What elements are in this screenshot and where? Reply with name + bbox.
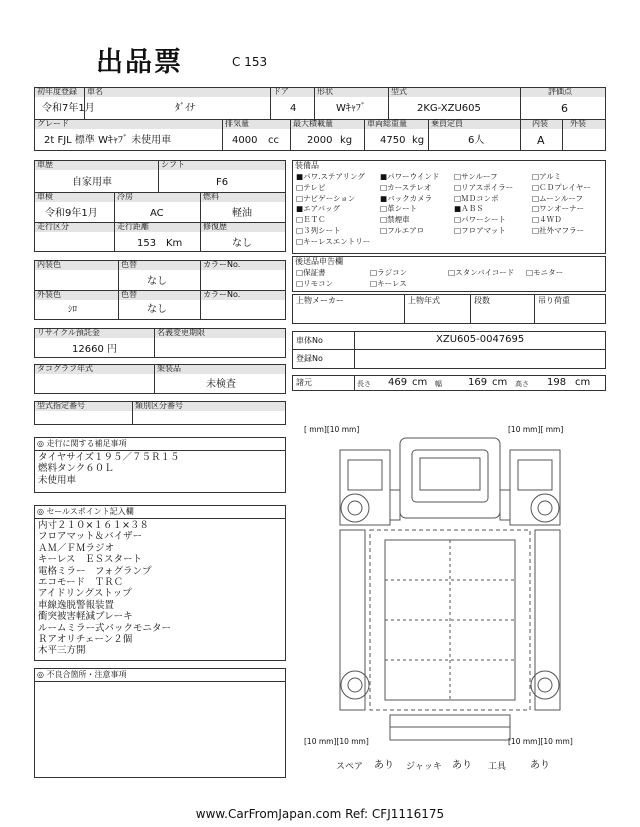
dims-label: 諸元 — [296, 378, 312, 387]
tread-bottom-left: [10 mm][10 mm] — [304, 737, 369, 746]
equipment-item — [454, 215, 506, 224]
equipment-item — [454, 183, 513, 192]
running-notes-text: タイヤサイズ１９５／７５Ｒ１５ 燃料タンク６０Ｌ 未使用車 — [38, 452, 180, 486]
displacement-unit: cc — [268, 135, 279, 146]
checkbox-icon: □ — [380, 204, 388, 214]
equipment-item-label: 革シート — [387, 204, 418, 214]
later-item-label: キーレス — [377, 279, 407, 288]
equipment-item — [380, 194, 432, 203]
distance-value: 153 — [137, 238, 157, 249]
later-item-label: スタンバイコード — [455, 268, 515, 277]
ac-label: 冷房 — [117, 192, 133, 201]
defects-box — [34, 668, 286, 778]
checkbox-icon: □ — [296, 226, 304, 235]
recycle-label: リサイクル預託金 — [37, 328, 100, 337]
model-label: 型式 — [391, 87, 407, 96]
checkbox-icon: □ — [296, 193, 304, 203]
equipment-item-label: パワーシート — [461, 215, 506, 225]
first-reg-value: 令和7年1月 — [42, 103, 95, 114]
interior-color-change-label: 色替 — [121, 260, 137, 269]
chassis-value: XZU605-0047695 — [436, 334, 525, 345]
equipment-item — [380, 204, 417, 213]
equipment-item-label: ＭＤコンポ — [461, 193, 499, 203]
equipment-item — [454, 172, 498, 181]
checkbox-icon: □ — [454, 172, 462, 181]
later-item-label: ラジコン — [377, 268, 408, 277]
equipment-item — [296, 183, 325, 192]
checkbox-icon: □ — [454, 215, 462, 225]
equipment-item — [532, 204, 584, 213]
exterior-color-no-label: カラーNo. — [203, 290, 241, 299]
equipment-item-label: ＣＤプレイヤー — [539, 182, 591, 192]
width-label: 幅 — [435, 380, 442, 388]
equipment-item-label: ムーンルーフ — [539, 193, 584, 203]
equipment-item-label: 禁煙車 — [387, 215, 410, 225]
tool-label: 工具 — [488, 762, 507, 772]
checkbox-icon: □ — [448, 268, 456, 277]
interior-grade-value: A — [537, 134, 545, 147]
ac-value: AC — [150, 208, 164, 219]
equipment-item-label: パワ.ステアリング — [303, 172, 365, 181]
equipment-item — [296, 204, 340, 213]
footer-ref: www.CarFromJapan.com Ref: CFJ1116175 — [195, 807, 445, 821]
running-notes-label: ◎ 走行に関する補足事項 — [37, 439, 127, 448]
equipment-item — [380, 172, 439, 181]
checkbox-icon: □ — [380, 215, 388, 225]
name-change-label: 名義変更期限 — [157, 328, 205, 337]
checkbox-icon: ■ — [380, 172, 388, 181]
exterior-color-change-label: 色替 — [121, 290, 137, 299]
equipment-item — [296, 226, 341, 235]
interior-grade-label: 内装 — [532, 119, 548, 128]
door-label: ドア — [273, 87, 289, 96]
grade-value: 2t FJL 標準 Wｷｬﾌﾞ 未使用車 — [44, 135, 172, 146]
later-item — [370, 279, 407, 288]
equipment-item — [380, 215, 410, 224]
tacho-label: タコグラフ年式 — [37, 364, 93, 373]
shape-label: 形状 — [317, 87, 333, 96]
equipment-item — [454, 226, 506, 235]
fuel-label: 燃料 — [203, 192, 219, 201]
tool-value: あり — [530, 760, 550, 771]
equipment-item — [296, 172, 365, 181]
lot-number: C 153 — [232, 55, 268, 69]
equipment-item-label: ＥＴＣ — [303, 215, 326, 225]
equipment-item — [454, 194, 499, 203]
recycle-value: 12660 円 — [72, 344, 117, 355]
jack-label: ジャッキ — [406, 762, 442, 772]
equipment-item-label: ナビゲーション — [303, 193, 356, 203]
later-item — [296, 268, 326, 277]
checkbox-icon: □ — [380, 182, 388, 192]
class-no-label: 類別区分番号 — [135, 401, 183, 410]
equipment-item — [454, 204, 484, 213]
repair-label: 修復歴 — [203, 222, 227, 231]
checkbox-icon: □ — [380, 226, 388, 235]
later-item-label: リモコン — [303, 279, 334, 288]
equipment-item — [532, 194, 583, 203]
checkbox-icon: □ — [370, 268, 378, 277]
lift-load-label: 吊り荷重 — [538, 296, 570, 305]
model-value: 2KG-XZU605 — [417, 103, 481, 114]
reg-no-label: 登録No — [296, 354, 323, 363]
equipment-item-label: 社外マフラー — [539, 226, 585, 235]
max-load-label: 最大積載量 — [293, 119, 333, 128]
height-value: 198 — [547, 377, 567, 388]
checkbox-icon: ■ — [296, 204, 304, 214]
checkbox-icon: □ — [296, 268, 304, 277]
score-label: 評価点 — [548, 87, 572, 96]
equipment-item — [532, 172, 561, 181]
interior-color-change-value: なし — [147, 276, 167, 287]
exterior-color-value: ｼﾛ — [68, 305, 78, 315]
equipment-item — [296, 237, 370, 246]
later-items-label: 後送品申告欄 — [295, 257, 343, 266]
equipment-item-label: ＡＢＳ — [461, 204, 484, 214]
equipment-item-label: フロアマット — [461, 226, 506, 235]
checkbox-icon: □ — [370, 279, 378, 288]
equipment-item-label: フルエアロ — [387, 226, 425, 235]
equipment-item-label: バックカメラ — [387, 193, 433, 203]
max-load-unit: kg — [340, 135, 353, 146]
sales-points-text: 内寸２１０×１６１×３８ フロアマット＆バイザー ＡＭ／ＦＭラジオ キーレス ＥＳスタート 電格ミラー フォグランプ エコモード ＴＲＣ アイドリングストップ 車線逸脱警報装置 衝突被害軽減ブレーキ ルームミラー式バックモニター Ｒアオリチェーン２個 木平三方開 — [38, 520, 172, 657]
equipment-item — [532, 183, 591, 192]
equipment-item-label: エアバッグ — [303, 204, 340, 214]
checkbox-icon: □ — [532, 215, 540, 225]
chassis-label: 車体No — [296, 336, 323, 345]
equipment-item — [296, 194, 355, 203]
capacity-value: 6人 — [468, 135, 485, 146]
later-item-label: 保証書 — [303, 268, 326, 277]
gross-weight-label: 車両総重量 — [367, 119, 407, 128]
equipment-item-label: サンルーフ — [461, 172, 498, 181]
equipment-item — [380, 183, 431, 192]
equipment-item-label: テレビ — [303, 182, 326, 192]
grade-label: グレード — [37, 119, 69, 128]
equipment-body-label: 架装品 — [157, 364, 181, 373]
truck-damage-diagram — [300, 430, 600, 750]
checkbox-icon: ■ — [454, 204, 462, 214]
checkbox-icon: □ — [296, 182, 304, 192]
defects-label: ◎ 不良合箇所・注意事項 — [37, 670, 127, 679]
shape-value: Wｷｬﾌﾞ — [336, 103, 366, 114]
length-label: 長さ — [357, 380, 371, 388]
distance-label: 走行距離 — [117, 222, 149, 231]
equipment-item-label: パワーウインド — [387, 172, 440, 181]
width-unit: cm — [492, 377, 508, 388]
tread-top-left: [ mm][10 mm] — [304, 425, 360, 434]
repair-value: なし — [232, 238, 252, 249]
tread-bottom-right: [10 mm][10 mm] — [508, 737, 573, 746]
checkbox-icon: □ — [526, 268, 534, 277]
height-unit: cm — [575, 377, 591, 388]
gross-weight-unit: kg — [412, 135, 425, 146]
shift-label: シフト — [161, 160, 185, 169]
page-title: 出品票 — [96, 47, 183, 78]
equipment-item — [532, 226, 584, 235]
first-reg-label: 初年度登録 — [37, 87, 77, 96]
equipment-body-value: 未検査 — [206, 379, 236, 390]
fuel-value: 軽油 — [232, 208, 252, 219]
history-value: 自家用車 — [72, 177, 112, 188]
checkbox-icon: □ — [532, 193, 540, 203]
checkbox-icon: □ — [296, 215, 304, 225]
capacity-label: 乗員定員 — [431, 119, 463, 128]
exterior-color-change-value: なし — [147, 304, 167, 315]
history-label: 車歴 — [37, 160, 53, 169]
max-load-value: 2000 — [307, 135, 333, 146]
gross-weight-value: 4750 — [380, 135, 406, 146]
body-year-label: 上物年式 — [408, 296, 440, 305]
shift-value: F6 — [216, 177, 229, 188]
equipment-item-label: カーステレオ — [387, 182, 432, 192]
displacement-label: 排気量 — [225, 119, 249, 128]
checkbox-icon: □ — [454, 193, 462, 203]
car-name-label: 車名 — [87, 87, 103, 96]
distance-unit: Km — [166, 238, 183, 249]
body-maker-label: 上物メーカー — [296, 296, 344, 305]
inspection-value: 令和9年1月 — [45, 208, 98, 219]
inspection-label: 車検 — [37, 192, 53, 201]
score-value: 6 — [561, 102, 568, 115]
equipment-item-label: アルミ — [539, 172, 562, 181]
equipment-item-label: キーレスエントリー — [303, 236, 371, 246]
interior-color-label: 内装色 — [37, 260, 61, 269]
door-value: 4 — [290, 103, 297, 114]
interior-color-no-label: カラーNo. — [203, 260, 241, 269]
width-value: 169 — [468, 377, 488, 388]
body-steps-label: 段数 — [474, 296, 490, 305]
checkbox-icon: □ — [454, 182, 462, 192]
later-item — [296, 279, 333, 288]
equipment-item-label: ３列シート — [303, 226, 341, 235]
checkbox-icon: □ — [532, 172, 540, 181]
checkbox-icon: □ — [296, 279, 304, 288]
later-item — [448, 268, 514, 277]
exterior-color-label: 外装色 — [37, 290, 61, 299]
tread-top-right: [10 mm][ mm] — [508, 425, 564, 434]
exterior-grade-label: 外装 — [570, 119, 586, 128]
equipment-item-label: リアスポイラー — [461, 182, 514, 192]
checkbox-icon: □ — [532, 226, 540, 235]
length-unit: cm — [412, 377, 428, 388]
checkbox-icon: ■ — [380, 193, 388, 203]
equipment-item-label: ４ＷＤ — [539, 215, 562, 225]
equipment-label: 装備品 — [295, 161, 319, 170]
height-label: 高さ — [515, 380, 529, 388]
spare-label: スペア — [336, 762, 364, 772]
equipment-item-label: ワンオーナー — [539, 204, 585, 214]
checkbox-icon: □ — [532, 204, 540, 214]
car-name-value: ﾀﾞｲﾅ — [175, 103, 195, 114]
equipment-item — [380, 226, 424, 235]
checkbox-icon: □ — [454, 226, 462, 235]
equipment-item — [532, 215, 562, 224]
length-value: 469 — [388, 377, 408, 388]
spare-value: あり — [374, 760, 394, 771]
later-item — [526, 268, 563, 277]
checkbox-icon: □ — [296, 236, 304, 246]
type-no-label: 型式指定番号 — [37, 401, 85, 410]
jack-value: あり — [452, 760, 472, 771]
checkbox-icon: □ — [532, 182, 540, 192]
equipment-item — [296, 215, 326, 224]
later-item — [370, 268, 407, 277]
checkbox-icon: ■ — [296, 172, 304, 181]
mileage-label: 走行区分 — [37, 222, 69, 231]
sales-points-label: ◎ セールスポイント記入欄 — [37, 507, 134, 516]
later-item-label: モニター — [533, 268, 564, 277]
displacement-value: 4000 — [232, 135, 258, 146]
